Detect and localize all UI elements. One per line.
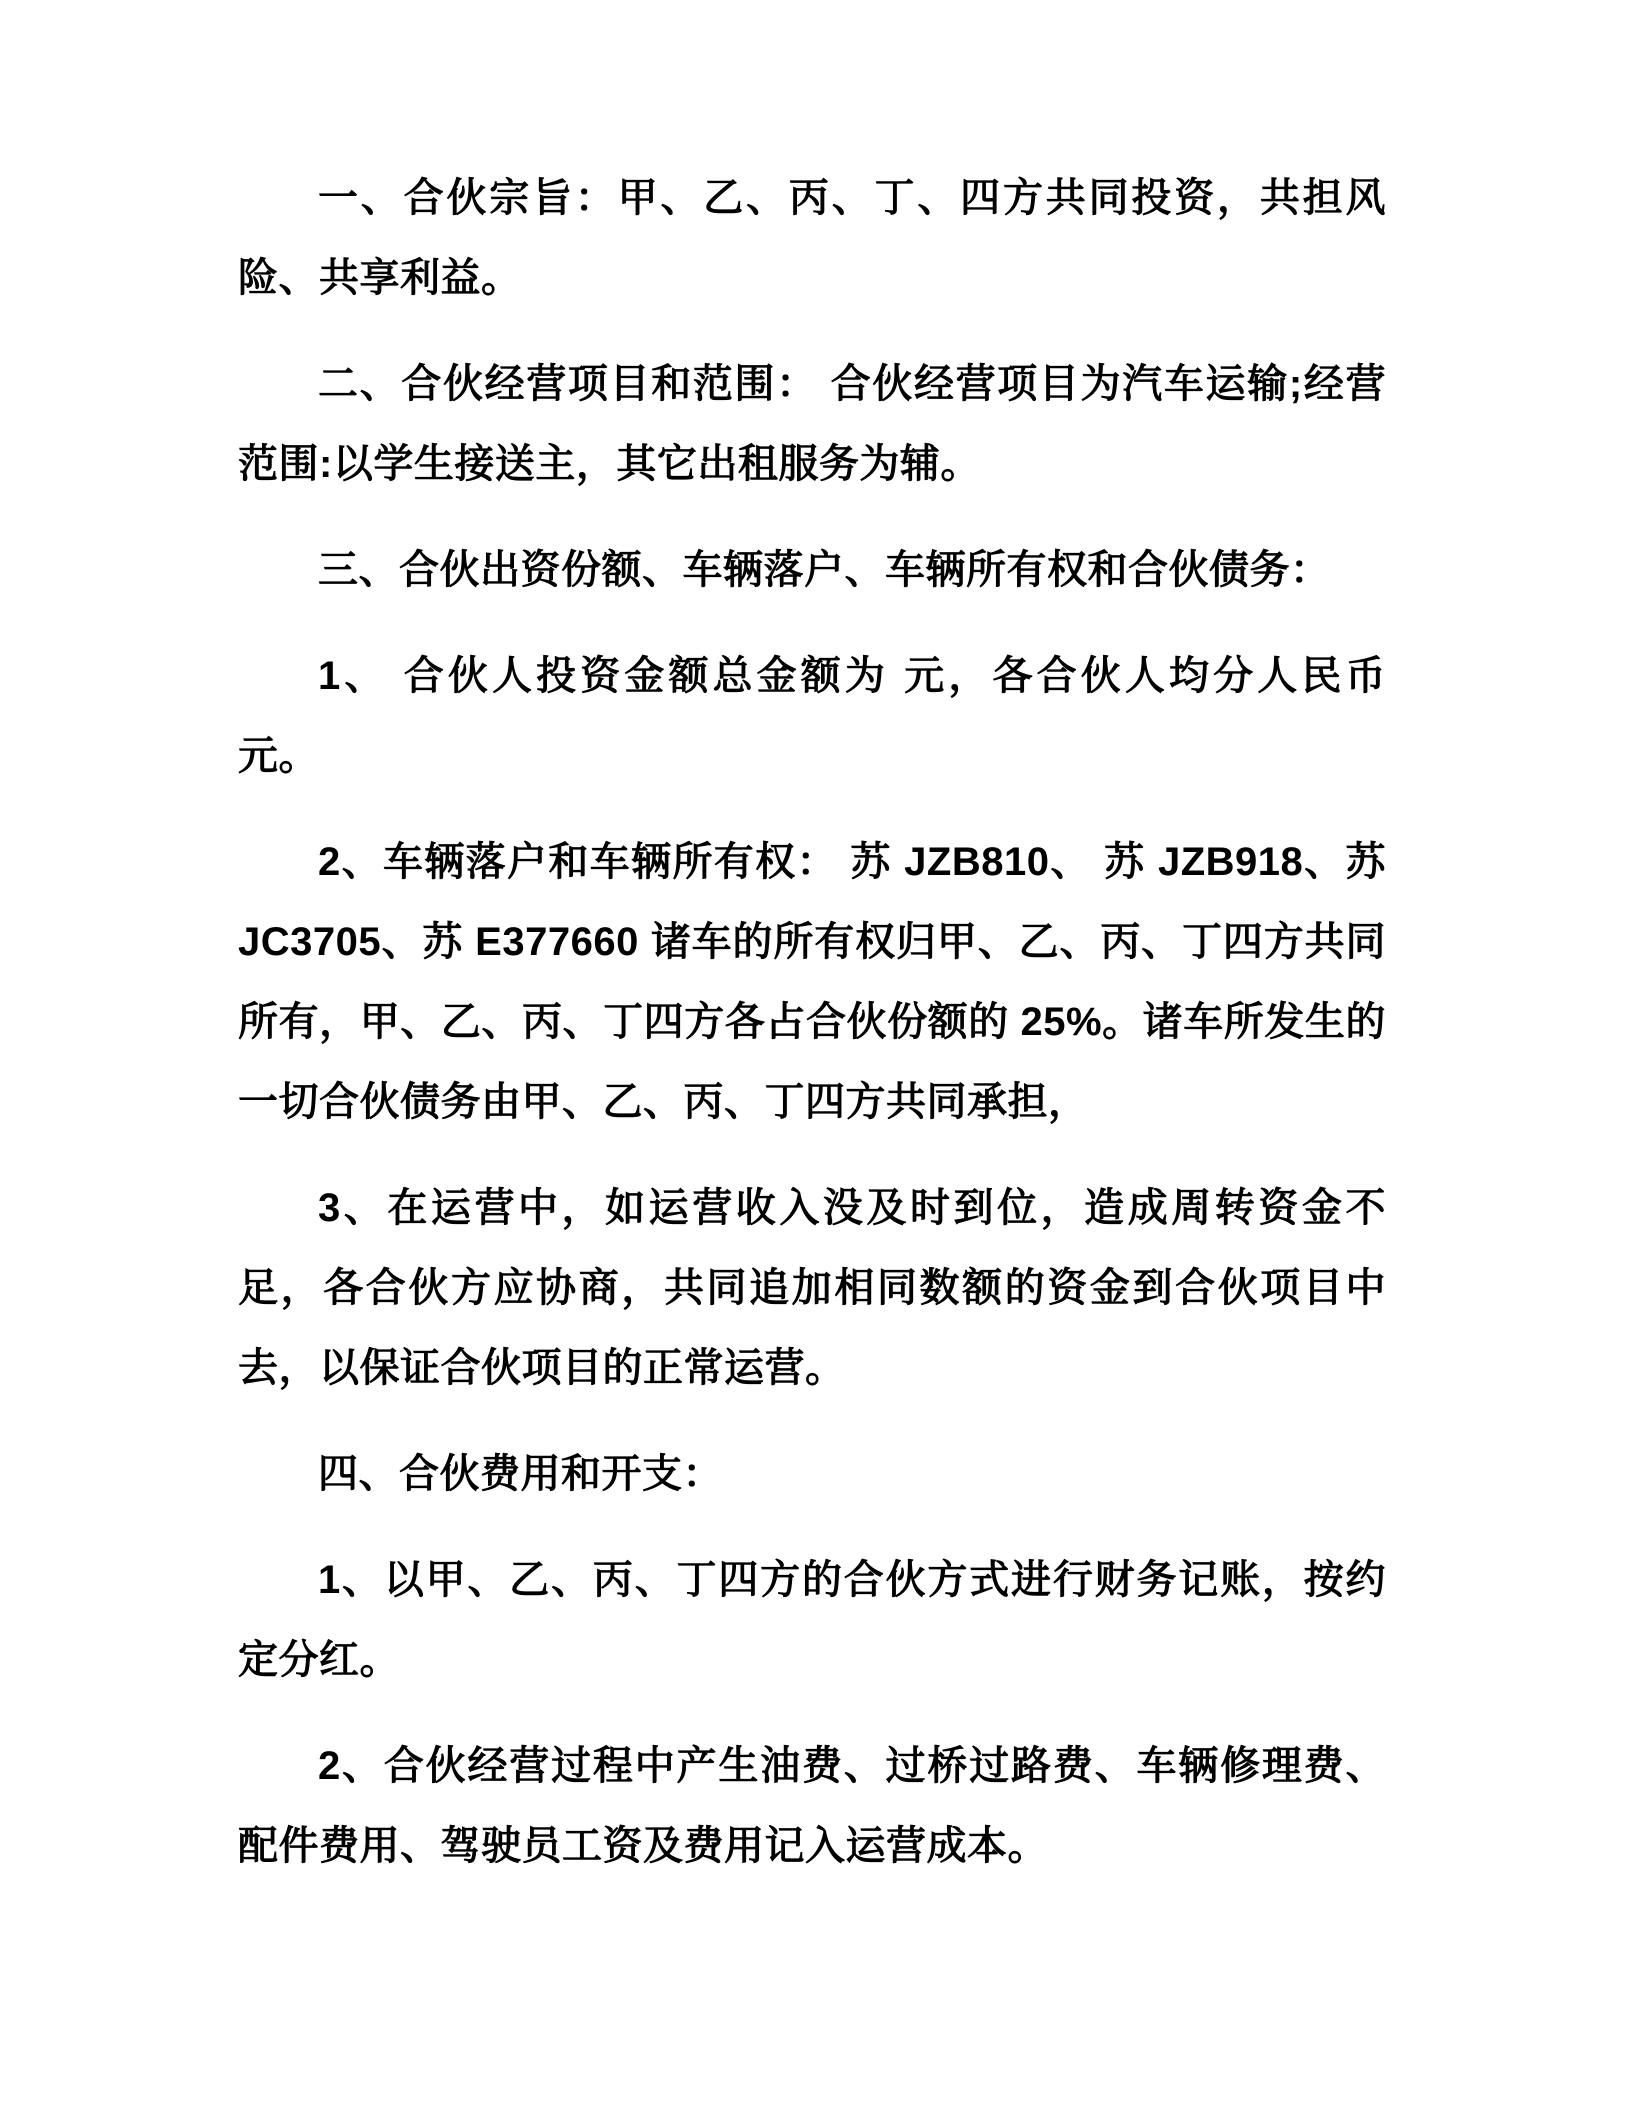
paragraph-partnership-purpose: 一、合伙宗旨：甲、乙、丙、丁、四方共同投资，共担风险、共享利益。 (238, 176, 1386, 300)
paragraph-accounting-method: 1、以甲、乙、丙、丁四方的合伙方式进行财务记账，按约定分红。 (238, 1558, 1386, 1682)
document-body (238, 158, 1386, 1886)
paragraph-expenses-heading: 四、合伙费用和开支： (318, 1452, 723, 1496)
paragraph-vehicle-ownership: 2、车辆落户和车辆所有权： 苏 JZB810、 苏 JZB918、苏 JC3705、苏 E377660 诸车的所有权归甲、乙、丙、丁四方共同所有，甲、乙、丙、丁四方各占合伙份额的 25%。诸车所发生的一切合伙债务由甲、乙、丙、丁四方共同承担， (238, 840, 1386, 1124)
paragraph-operating-costs: 2、合伙经营过程中产生油费、过桥过路费、车辆修理费、配件费用、驾驶员工资及费用记入运营成本。 (238, 1744, 1386, 1868)
paragraph-operating-funds: 3、在运营中，如运营收入没及时到位，造成周转资金不足，各合伙方应协商，共同追加相同数额的资金到合伙项目中去，以保证合伙项目的正常运营。 (238, 1186, 1386, 1390)
paragraph-business-scope: 二、合伙经营项目和范围： 合伙经营项目为汽车运输;经营范围:以学生接送主，其它出租服务为辅。 (238, 362, 1386, 486)
paragraph-investment-amount: 1、 合伙人投资金额总金额为 元，各合伙人均分人民币 元。 (238, 654, 1386, 778)
paragraph-contribution-heading: 三、合伙出资份额、车辆落户、车辆所有权和合伙债务： (318, 548, 1331, 592)
